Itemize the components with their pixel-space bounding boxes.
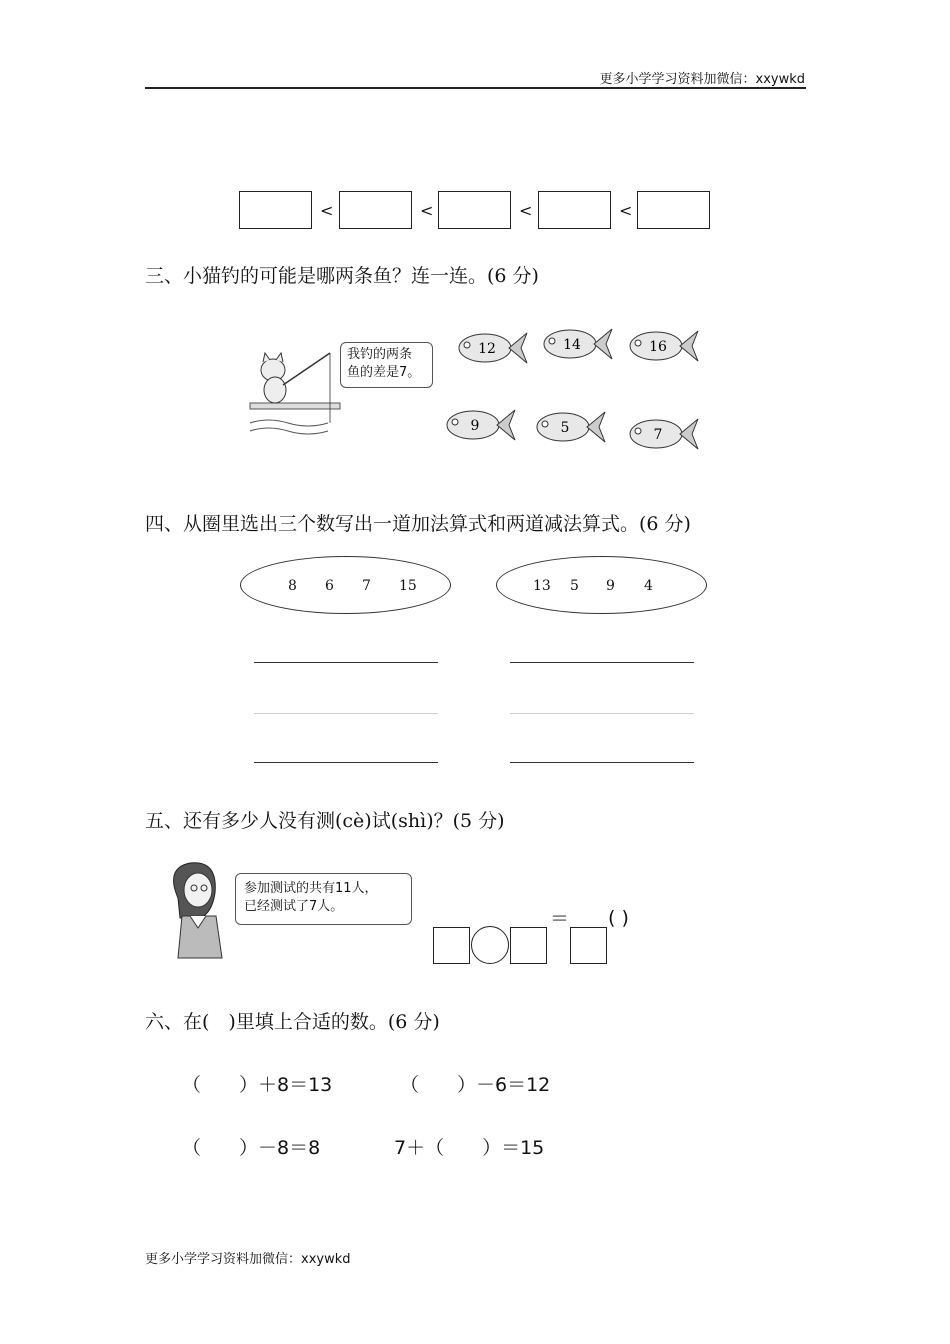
section-4-title: 四、从圈里选出三个数写出一道加法算式和两道减法算式。(6 分) [145, 513, 691, 535]
less-than-sign: < [420, 201, 434, 220]
fish-label: 9 [470, 418, 480, 434]
circle-number: 7 [362, 578, 371, 594]
header-rule [145, 87, 806, 89]
cat-bubble-line-1: 我钓的两条 [347, 347, 413, 362]
fishing-cat-illustration [248, 345, 343, 440]
circle-number: 5 [570, 578, 579, 594]
fill-blank-equation[interactable]: 7＋（ ）＝15 [394, 1137, 545, 1159]
fish-7[interactable] [626, 413, 701, 455]
section-3-title: 三、小猫钓的可能是哪两条鱼？连一连。(6 分) [145, 265, 539, 287]
answer-box-2[interactable] [339, 191, 412, 229]
circle-number: 4 [644, 578, 653, 594]
answer-line[interactable] [510, 762, 694, 763]
teacher-illustration [160, 858, 235, 960]
circle-number: 15 [399, 578, 417, 594]
section-6-title: 六、在( )里填上合适的数。(6 分) [145, 1011, 440, 1033]
fish-16[interactable] [626, 325, 701, 367]
number-circle-1 [240, 556, 451, 614]
number-circle-2 [496, 556, 707, 614]
less-than-sign: < [619, 201, 633, 220]
page-footer: 更多小学学习资料加微信：xxywkd [145, 1252, 351, 1267]
fish-9[interactable] [443, 404, 518, 446]
circle-number: 9 [606, 578, 615, 594]
teacher-bubble-line-1: 参加测试的共有11人， [244, 881, 378, 896]
less-than-sign: < [320, 201, 334, 220]
cat-bubble-line-2: 鱼的差是7。 [347, 365, 421, 380]
answer-box-3[interactable] [438, 191, 511, 229]
teacher-bubble-line-2: 已经测试了7人。 [244, 899, 344, 914]
answer-line[interactable] [254, 713, 438, 714]
answer-box-1[interactable] [239, 191, 312, 229]
cat-speech-bubble [340, 342, 433, 388]
answer-box-5[interactable] [637, 191, 710, 229]
operator-circle[interactable] [471, 926, 509, 964]
fish-14[interactable] [540, 323, 615, 365]
fish-label: 5 [560, 420, 570, 436]
fish-label: 7 [653, 427, 663, 443]
fill-blank-equation[interactable]: （ ）＋8＝13 [182, 1074, 333, 1096]
section-5-title: 五、还有多少人没有测(cè)试(shì)？(5 分) [145, 810, 505, 832]
circle-number: 8 [288, 578, 297, 594]
operand-box-1[interactable] [433, 927, 470, 964]
answer-line[interactable] [510, 713, 694, 714]
answer-line[interactable] [254, 762, 438, 763]
circle-number: 6 [325, 578, 334, 594]
page-header: 更多小学学习资料加微信：xxywkd [599, 72, 805, 87]
fish-label: 14 [563, 337, 581, 353]
unit-parentheses: ( ) [608, 907, 629, 929]
teacher-speech-bubble [235, 873, 412, 925]
answer-box-4[interactable] [538, 191, 611, 229]
answer-line[interactable] [510, 662, 694, 663]
answer-line[interactable] [254, 662, 438, 663]
fish-label: 16 [649, 339, 667, 355]
result-box[interactable] [570, 927, 607, 964]
equals-sign: ＝ [550, 908, 570, 930]
fish-12[interactable] [455, 327, 530, 369]
operand-box-2[interactable] [510, 927, 547, 964]
fill-blank-equation[interactable]: （ ）－8＝8 [182, 1137, 321, 1159]
fill-blank-equation[interactable]: （ ）－6＝12 [400, 1074, 551, 1096]
fish-5[interactable] [533, 406, 608, 448]
less-than-sign: < [519, 201, 533, 220]
circle-number: 13 [533, 578, 551, 594]
fish-label: 12 [478, 341, 496, 357]
